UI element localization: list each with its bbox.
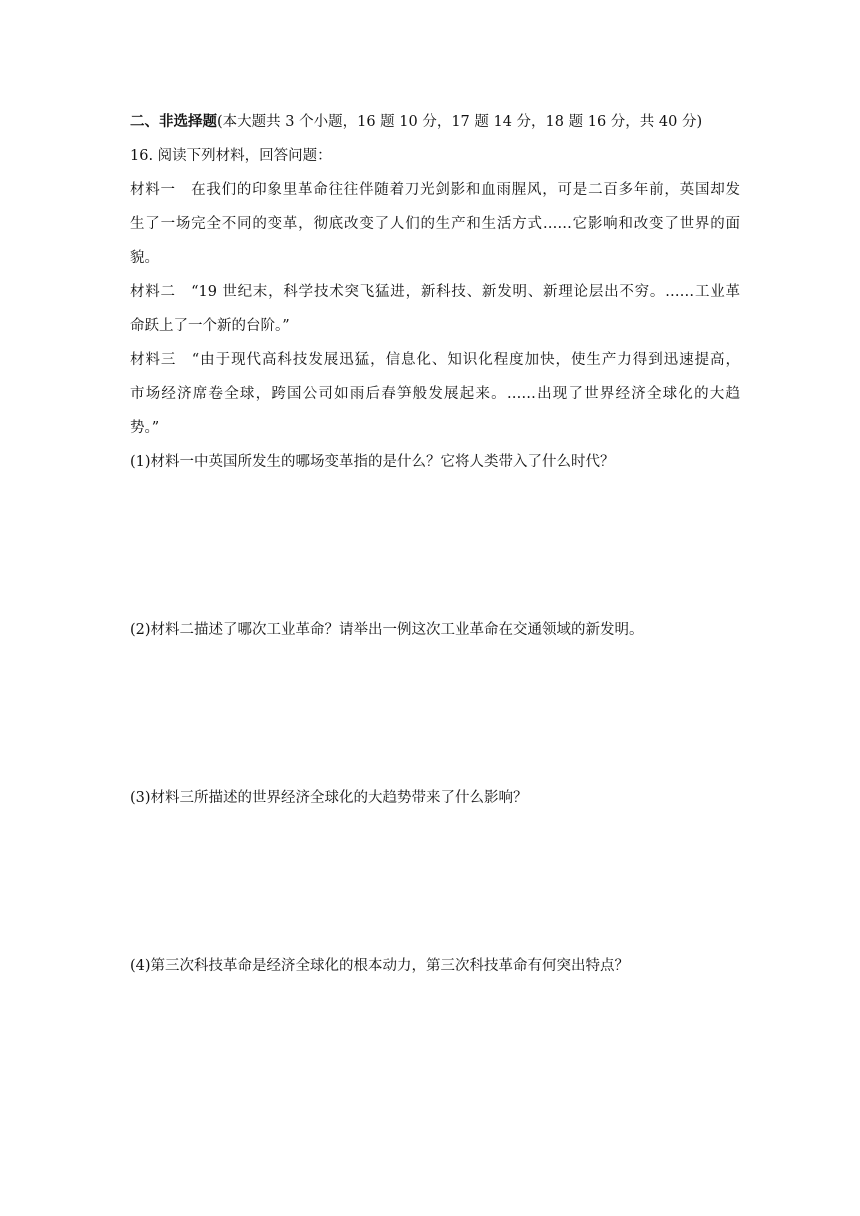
section-heading xyxy=(130,112,740,132)
sub-question-2: (2)材料二描述了哪次工业革命？请举出一例这次工业革命在交通领域的新发明。 xyxy=(130,622,644,638)
sub-question-3: (3)材料三所描述的世界经济全球化的大趋势带来了什么影响？ xyxy=(130,790,528,806)
material-3-line-3: 势。” xyxy=(130,420,160,436)
sub-question-1: (1)材料一中英国所发生的哪场变革指的是什么？它将人类带入了什么时代？ xyxy=(130,454,615,470)
section-heading-title: 二、非选择题 xyxy=(130,113,217,130)
sub-question-4: (4)第三次科技革命是经济全球化的根本动力，第三次科技革命有何突出特点？ xyxy=(130,958,630,974)
material-2-line-1: 材料二 “19 世纪末，科学技术突飞猛进，新科技、新发明、新理论层出不穷。……工业革 xyxy=(130,284,740,300)
material-3-line-2: 市场经济席卷全球，跨国公司如雨后春笋般发展起来。……出现了世界经济全球化的大趋 xyxy=(130,386,740,402)
section-heading-note: (本大题共 3 个小题，16 题 10 分，17 题 14 分，18 题 16 分，共 40 分) xyxy=(217,114,703,130)
material-3-line-1: 材料三 “由于现代高科技发展迅猛，信息化、知识化程度加快，使生产力得到迅速提高， xyxy=(130,352,740,368)
question-stem: 16. 阅读下列材料，回答问题： xyxy=(130,148,332,164)
material-2-line-2: 命跃上了一个新的台阶。” xyxy=(130,318,290,334)
material-1-line-3: 貌。 xyxy=(130,250,159,266)
material-1-line-2: 生了一场完全不同的变革，彻底改变了人们的生产和生活方式……它影响和改变了世界的面 xyxy=(130,216,740,232)
material-1-line-1: 材料一 在我们的印象里革命往往伴随着刀光剑影和血雨腥风，可是二百多年前，英国却发 xyxy=(130,182,740,198)
